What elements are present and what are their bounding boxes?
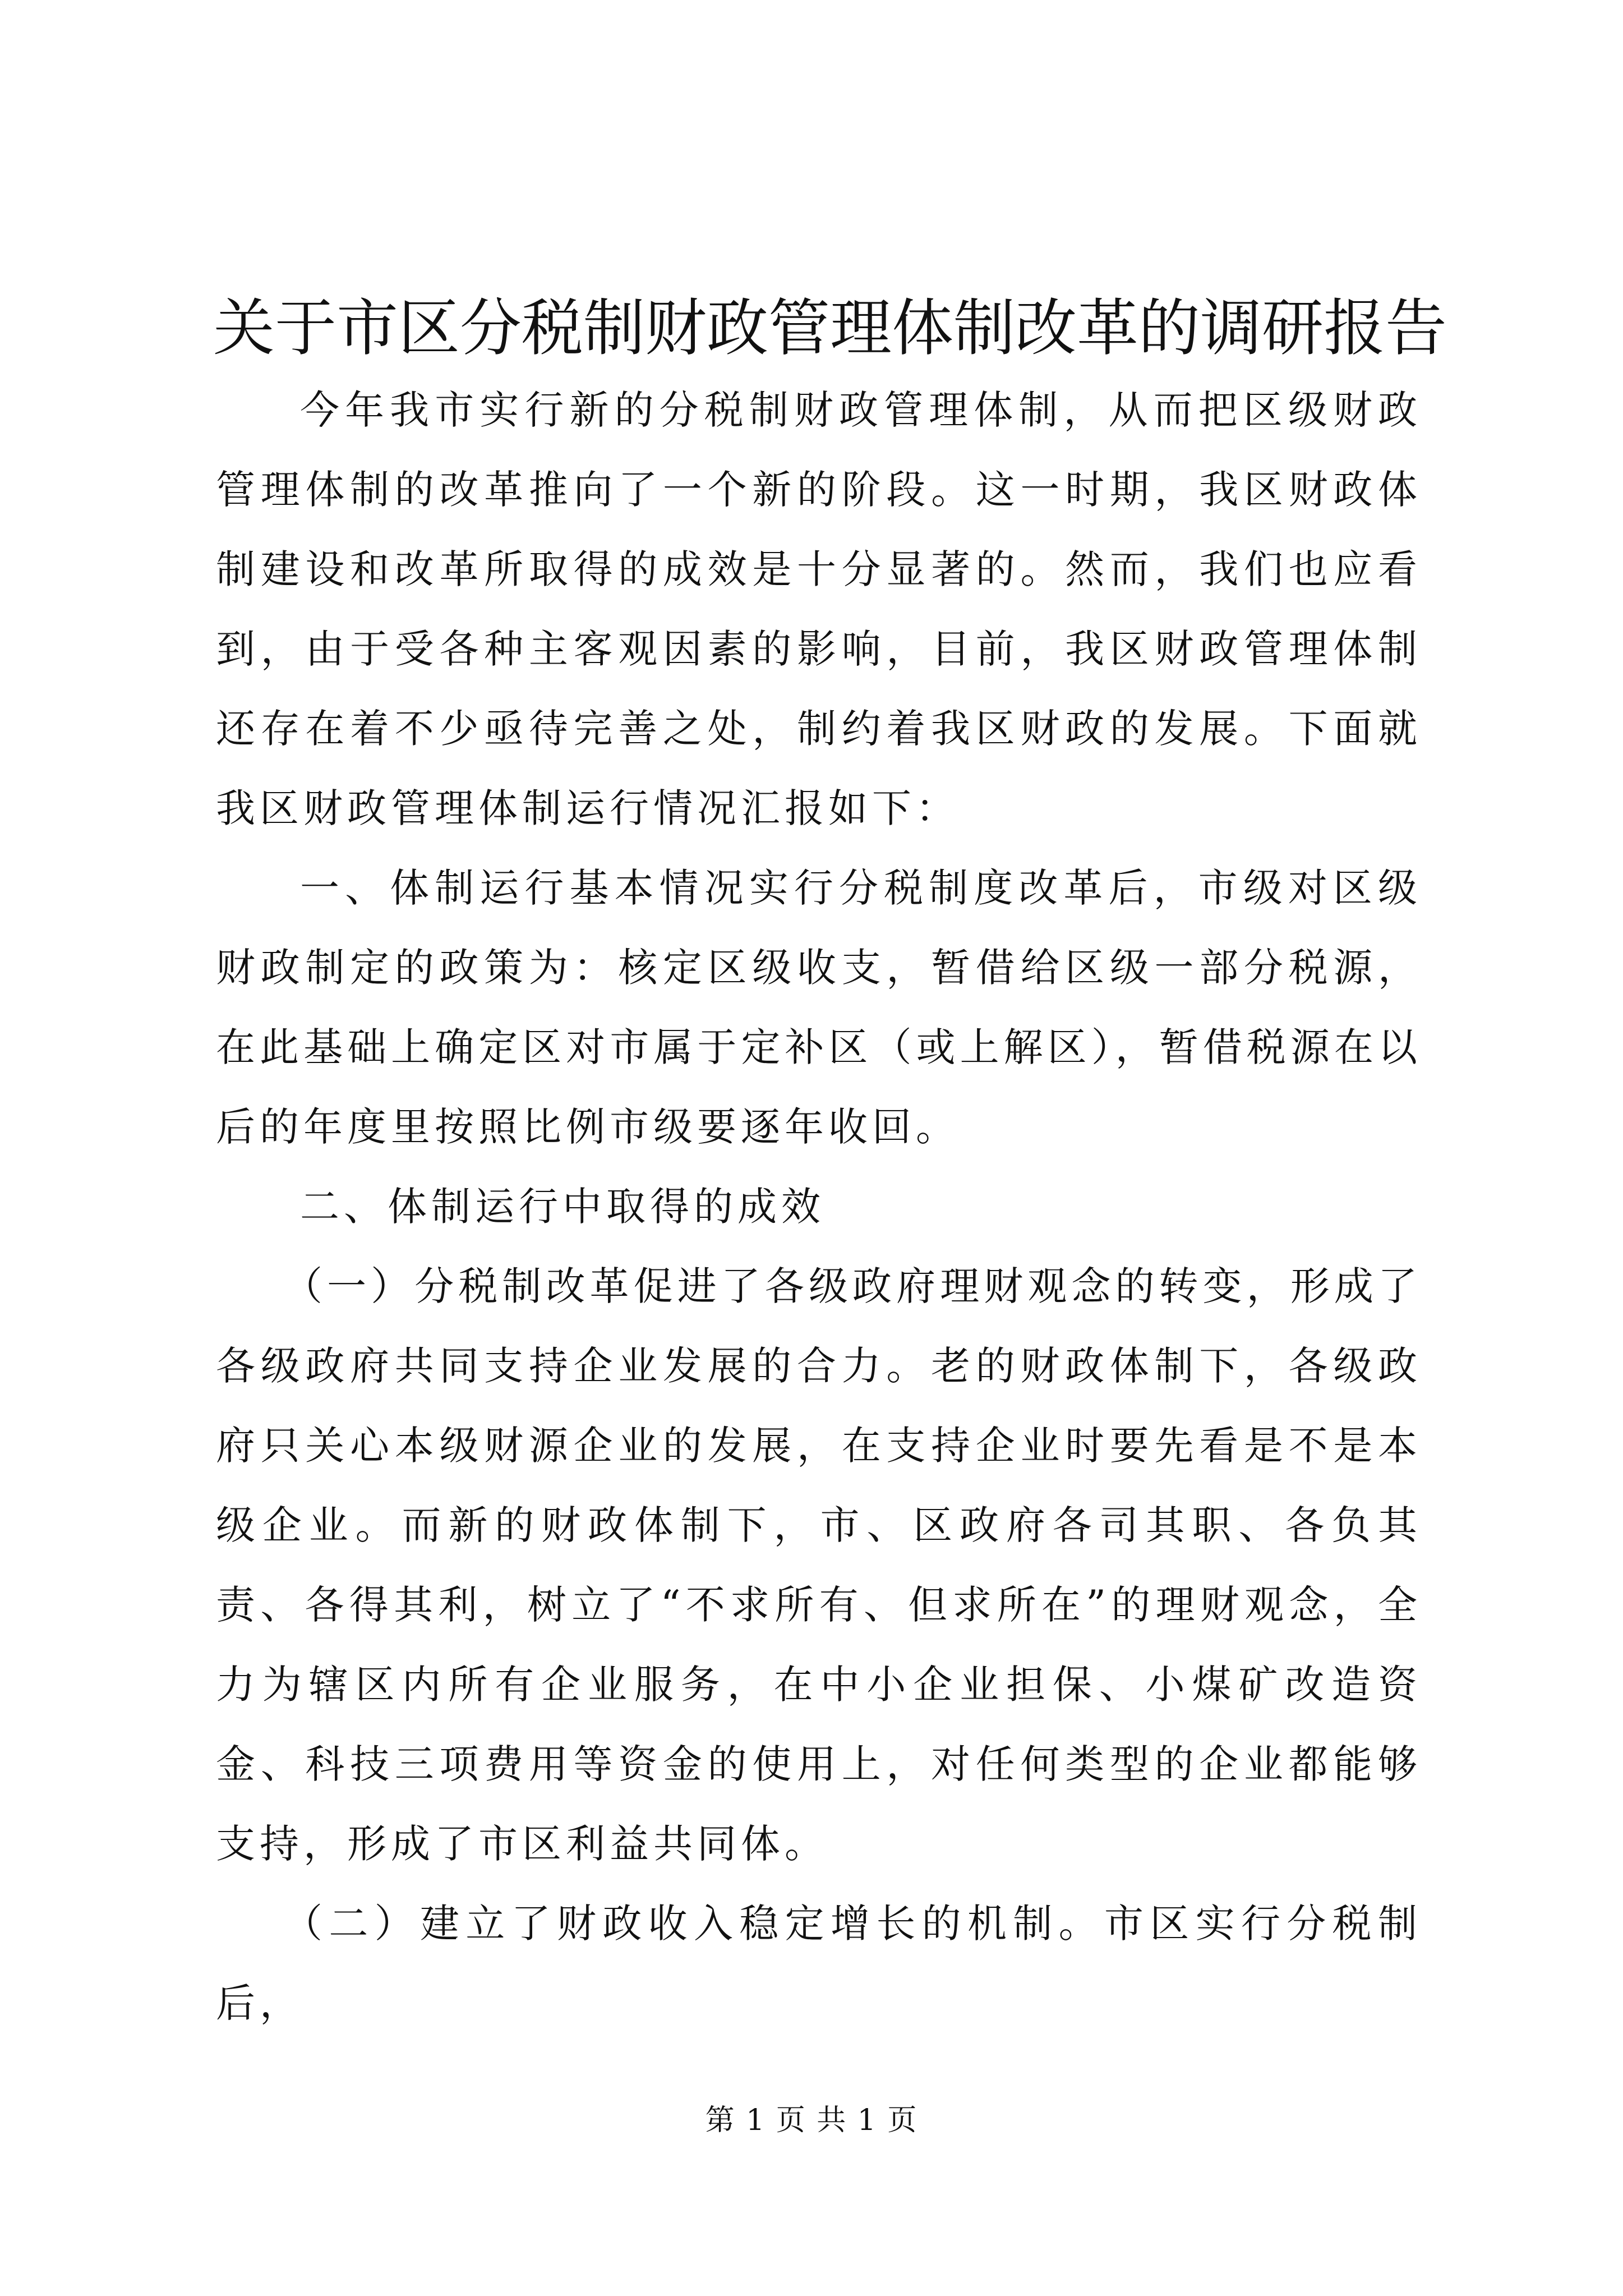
document-body bbox=[216, 370, 1422, 2043]
paragraph-section-2-heading: 二、体制运行中取得的成效 bbox=[300, 1184, 825, 1230]
paragraph-intro: 今年我市实行新的分税制财政管理体制，从而把区级财政管理体制的改革推向了一个新的阶段。这一时期，我区财政体制建设和改革所取得的成效是十分显著的。然而，我们也应看到，由于受各种主客观因素的影响，目前，我区财政管理体制还存在着不少亟待完善之处，制约着我区财政的发展。下面就我区财政管理体制运行情况汇报如下： bbox=[216, 387, 1422, 831]
paragraph-subsection-1: （一）分税制改革促进了各级政府理财观念的转变，形成了各级政府共同支持企业发展的合力。老的财政体制下，各级政府只关心本级财源企业的发展，在支持企业时要先看是不是本级企业。而新的财政体制下，市、区政府各司其职、各负其责、各得其利，树立了“不求所有、但求所在”的理财观念，全力为辖区内所有企业服务，在中小企业担保、小煤矿改造资金、科技三项费用等资金的使用上，对任何类型的企业都能够支持，形成了市区利益共同体。 bbox=[216, 1263, 1422, 1867]
paragraph-section-1: 一、体制运行基本情况实行分税制度改革后，市级对区级财政制定的政策为：核定区级收支，暂借给区级一部分税源，在此基础上确定区对市属于定补区（或上解区），暂借税源在以后的年度里按照比例市级要逐年收回。 bbox=[216, 865, 1422, 1150]
paragraph-subsection-2: （二）建立了财政收入稳定增长的机制。市区实行分税制后， bbox=[216, 1901, 1422, 2026]
document-title: 关于市区分税制财政管理体制改革的调研报告 bbox=[213, 292, 1447, 364]
page-number-footer: 第 1 页 共 1 页 bbox=[705, 2104, 918, 2137]
